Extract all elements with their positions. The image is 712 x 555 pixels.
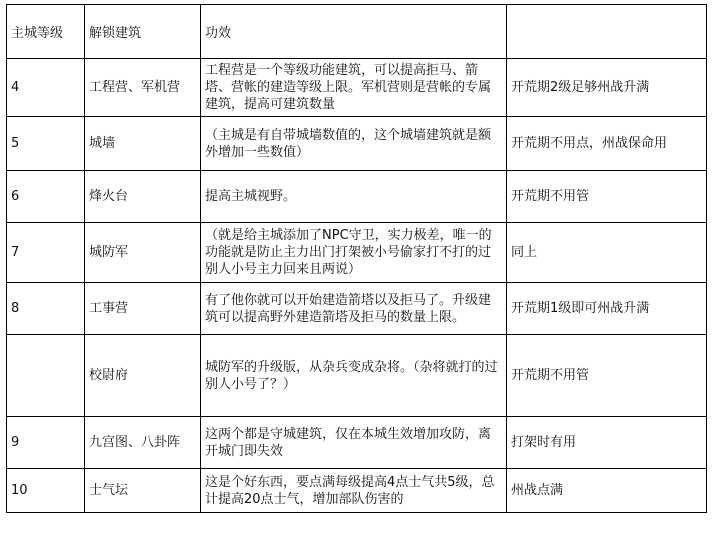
level-cell: 10: [7, 469, 85, 513]
level-cell: 9: [7, 417, 85, 469]
building-cell: 九宫图、八卦阵: [85, 417, 201, 469]
building-cell: 士气坛: [85, 469, 201, 513]
note-cell: 开荒期不用管: [507, 335, 707, 417]
level-cell: 5: [7, 117, 85, 171]
note-cell: 开荒期不用管: [507, 171, 707, 223]
level-cell: [7, 335, 85, 417]
building-cell: 工事营: [85, 283, 201, 335]
effect-cell: 工程营是一个等级功能建筑，可以提高拒马、箭塔、营帐的建造等级上限。军机营则是营帐的专属建筑，提高可建筑数量: [201, 59, 507, 117]
effect-cell: 城防军的升级版，从杂兵变成杂将。（杂将就打的过别人小号了？）: [201, 335, 507, 417]
header-effect: 功效: [201, 5, 507, 59]
effect-cell: 有了他你就可以开始建造箭塔以及拒马了。升级建筑可以提高野外建造箭塔及拒马的数量上限。: [201, 283, 507, 335]
level-cell: 6: [7, 171, 85, 223]
note-cell: 开荒期2级足够州战升满: [507, 59, 707, 117]
effect-cell: （主城是有自带城墙数值的，这个城墙建筑就是额外增加一些数值）: [201, 117, 507, 171]
note-cell: 开荒期1级即可州战升满: [507, 283, 707, 335]
building-cell: 城墙: [85, 117, 201, 171]
note-cell: 州战点满: [507, 469, 707, 513]
header-building: 解锁建筑: [85, 5, 201, 59]
table-row: [7, 283, 707, 335]
level-cell: 4: [7, 59, 85, 117]
building-cell: 城防军: [85, 223, 201, 283]
note-cell: 同上: [507, 223, 707, 283]
building-cell: 校尉府: [85, 335, 201, 417]
note-cell: 打架时有用: [507, 417, 707, 469]
effect-cell: 这是个好东西，要点满每级提高4点士气共5级，总计提高20点士气，增加部队伤害的: [201, 469, 507, 513]
note-cell: 开荒期不用点，州战保命用: [507, 117, 707, 171]
table-row: [7, 117, 707, 171]
building-unlock-table: [6, 4, 707, 513]
effect-cell: 这两个都是守城建筑，仅在本城生效增加攻防，离开城门即失效: [201, 417, 507, 469]
table-row: [7, 59, 707, 117]
effect-cell: （就是给主城添加了NPC守卫，实力极差，唯一的功能就是防止主力出门打架被小号偷家打不打的过别人小号主力回来且两说）: [201, 223, 507, 283]
effect-cell: 提高主城视野。: [201, 171, 507, 223]
building-cell: 工程营、军机营: [85, 59, 201, 117]
header-row: [7, 5, 707, 59]
header-level: 主城等级: [7, 5, 85, 59]
level-cell: 8: [7, 283, 85, 335]
table-row: [7, 335, 707, 417]
building-cell: 烽火台: [85, 171, 201, 223]
table-row: [7, 417, 707, 469]
table-row: [7, 171, 707, 223]
level-cell: 7: [7, 223, 85, 283]
table-row: [7, 469, 707, 513]
header-note: [507, 5, 707, 59]
table-row: [7, 223, 707, 283]
table-container: [6, 4, 707, 513]
